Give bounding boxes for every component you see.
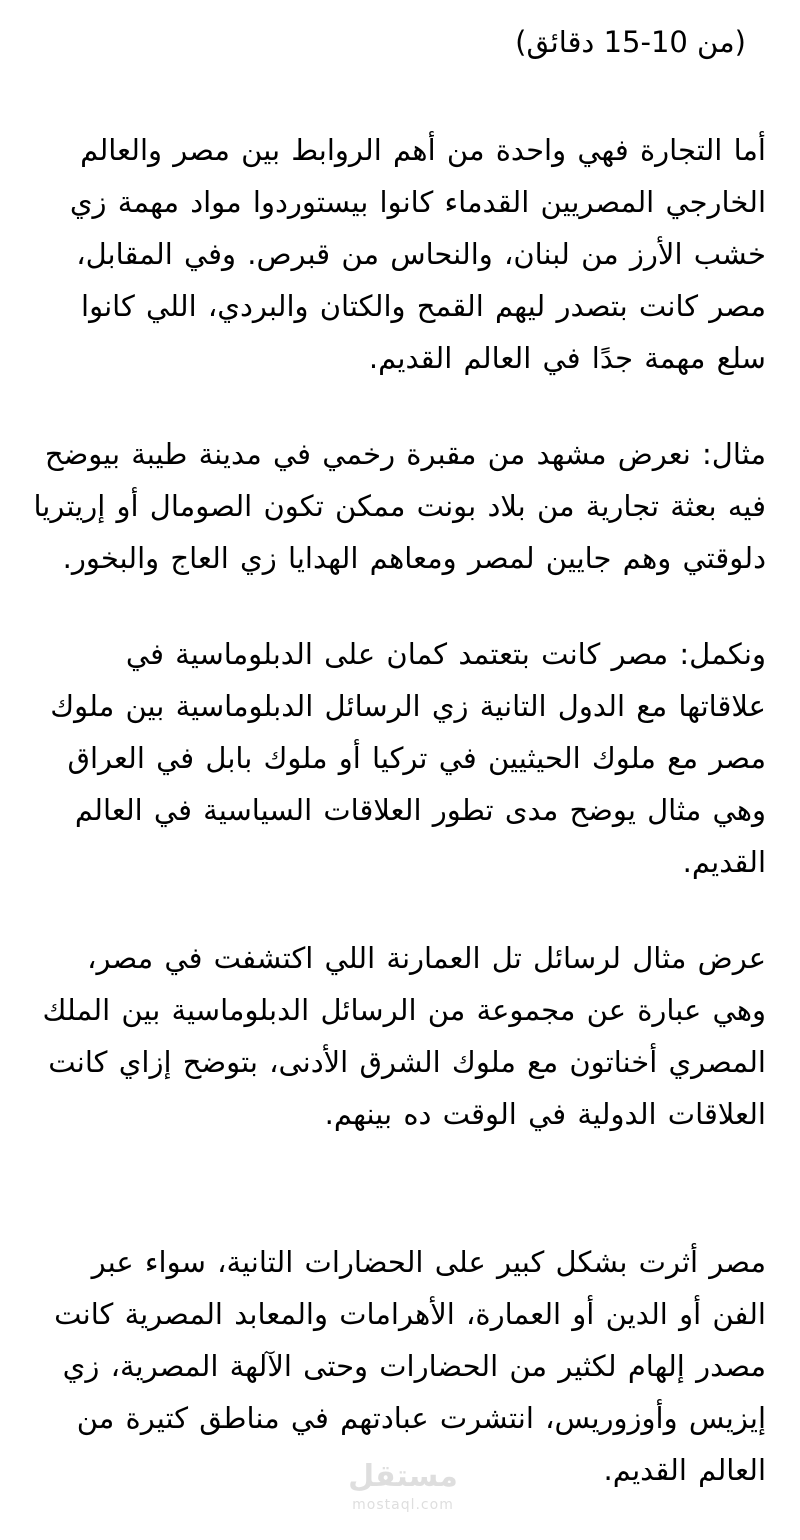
paragraph-trade: أما التجارة فهي واحدة من أهم الروابط بين مصر والعالم الخارجي المصريين القدماء كانوا بيستوردوا مواد مهمة زي خشب الأرز من لبنان، والنحاس من قبرص. وفي المقابل، مصر كانت بتصدر ليهم القمح والكتان والبردي، اللي كانوا سلع مهمة جدًا في العالم القديم. [69,133,766,375]
paragraph-amarna-letters: عرض مثال لرسائل تل العمارنة اللي اكتشفت في مصر، وهي عبارة عن مجموعة من الرسائل الدبلوماسية بين الملك المصري أخناتون مع ملوك الشرق الأدنى، بتوضح إزاي كانت العلاقات الدولية في الوقت ده بينهم. [42,941,766,1131]
watermark-domain: mostaql.com [352,1497,454,1513]
mostaql-watermark [348,1458,458,1528]
paragraph-punt-example: مثال: نعرض مشهد من مقبرة رخمي في مدينة طيبة بيوضح فيه بعثة تجارية من بلاد بونت ممكن تكون الصومال أو إريتريا دلوقتي وهم جايين لمصر ومعاهم الهدايا زي العاج والبخور. [33,437,766,575]
paragraph-diplomacy: ونكمل: مصر كانت بتعتمد كمان على الدبلوماسية في علاقاتها مع الدول التانية زي الرسائل الدبلوماسية بين ملوك مصر مع ملوك الحيثيين في تركيا أو ملوك بابل في العراق وهي مثال يوضح مدى تطور العلاقات السياسية في العالم القديم. [50,637,766,879]
paragraph-influence: مصر أثرت بشكل كبير على الحضارات التانية، سواء عبر الفن أو الدين أو العمارة، الأهرامات والمعابد المصرية كانت مصدر إلهام لكثير من الحضارات وحتى الآلهة المصرية، زي إيزيس وأوزوريس، انتشرت عبادتهم في مناطق كتيرة من العالم القديم. [54,1245,766,1487]
time-note: (من 10-15 دقائق) [515,25,746,59]
watermark-word: مستقل [348,1459,458,1494]
